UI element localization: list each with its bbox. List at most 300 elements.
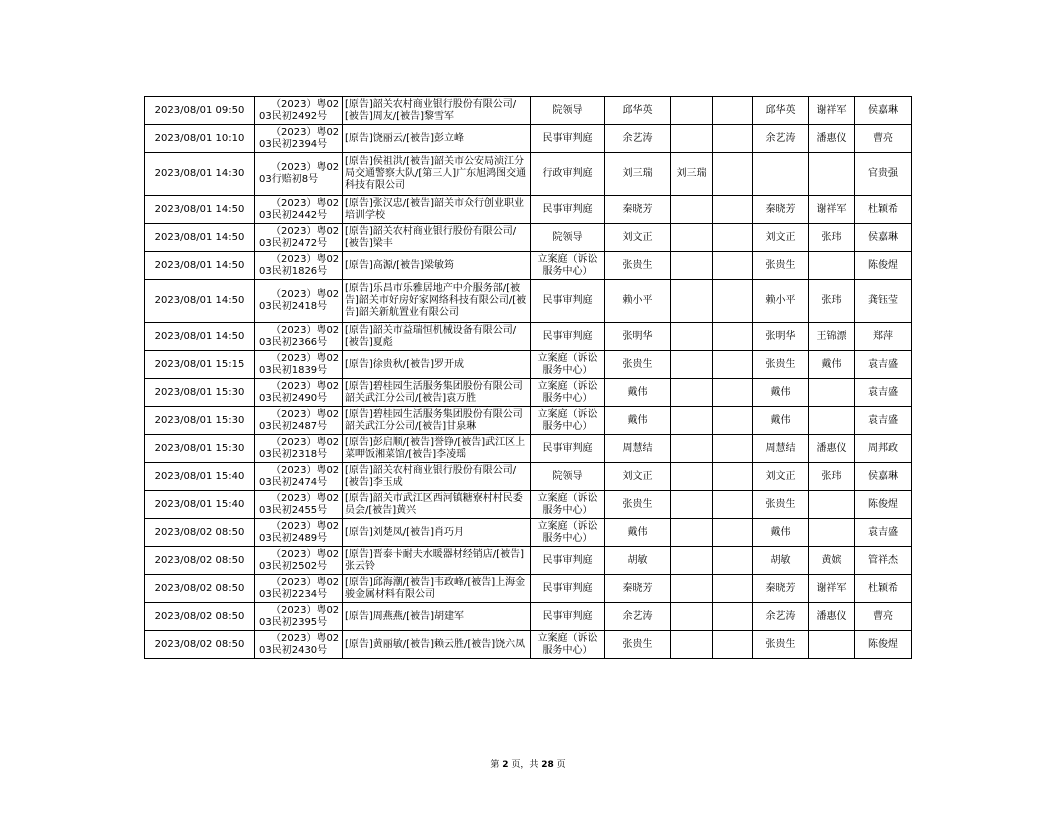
undertaking-judge-cell xyxy=(753,603,809,631)
division-text: 立案庭（诉讼服务中心） xyxy=(537,632,598,656)
clerk-cell xyxy=(855,491,912,519)
clerk-cell xyxy=(855,463,912,491)
undertaking-judge-text: 戴伟 xyxy=(770,386,791,398)
hearing-datetime-text: 2023/08/01 15:15 xyxy=(154,358,245,370)
judge-3-cell xyxy=(713,407,753,435)
clerk-cell xyxy=(855,519,912,547)
presiding-judge-cell xyxy=(605,252,671,280)
hearing-datetime-cell xyxy=(145,547,255,575)
parties-cell xyxy=(343,323,531,351)
parties-cell xyxy=(343,491,531,519)
case-number-cell xyxy=(255,280,343,323)
parties-cell xyxy=(343,97,531,125)
division-cell xyxy=(531,97,605,125)
parties-cell xyxy=(343,547,531,575)
case-number-text: （2023）粤0203民初2318号 xyxy=(259,436,340,460)
table-row xyxy=(145,435,912,463)
hearing-datetime-cell xyxy=(145,631,255,659)
division-cell xyxy=(531,407,605,435)
case-number-text: （2023）粤0203民初2418号 xyxy=(259,289,340,312)
parties-text: [原告]黄丽敏/[被告]赖云胜/[被告]饶六凤 xyxy=(345,638,526,650)
presiding-judge-text: 刘文正 xyxy=(622,231,653,243)
parties-cell xyxy=(343,463,531,491)
judge-2-cell xyxy=(671,491,713,519)
division-text: 立案庭（诉讼服务中心） xyxy=(537,352,598,376)
clerk-text: 袁吉盛 xyxy=(868,526,898,538)
hearing-datetime-text: 2023/08/02 08:50 xyxy=(154,526,245,538)
hearing-datetime-cell xyxy=(145,280,255,323)
juror-cell xyxy=(809,631,855,659)
hearing-datetime-cell xyxy=(145,575,255,603)
judge-3-cell xyxy=(713,153,753,196)
division-cell xyxy=(531,125,605,153)
undertaking-judge-cell xyxy=(753,519,809,547)
case-number-text: （2023）粤0203民初2489号 xyxy=(259,520,340,544)
juror-cell xyxy=(809,252,855,280)
undertaking-judge-cell xyxy=(753,491,809,519)
parties-cell xyxy=(343,196,531,224)
judge-3-cell xyxy=(713,97,753,125)
hearing-datetime-text: 2023/08/01 14:30 xyxy=(154,168,245,179)
presiding-judge-text: 周慧结 xyxy=(622,442,653,454)
parties-text: [原告]周燕燕/[被告]胡建军 xyxy=(345,610,464,622)
undertaking-judge-cell xyxy=(753,379,809,407)
undertaking-judge-text: 邱华英 xyxy=(765,104,796,116)
hearing-datetime-cell xyxy=(145,153,255,196)
undertaking-judge-cell xyxy=(753,407,809,435)
case-number-cell xyxy=(255,323,343,351)
juror-cell xyxy=(809,575,855,603)
hearing-datetime-cell xyxy=(145,491,255,519)
undertaking-judge-cell xyxy=(753,351,809,379)
clerk-text: 侯嘉琳 xyxy=(868,231,898,243)
parties-text: [原告]高源/[被告]梁敏筠 xyxy=(345,259,454,271)
footer-prefix: 第 xyxy=(490,760,500,770)
parties-cell xyxy=(343,280,531,323)
juror-text: 王锦漂 xyxy=(816,330,847,342)
division-cell xyxy=(531,435,605,463)
clerk-text: 袁吉盛 xyxy=(868,414,898,426)
table-row xyxy=(145,463,912,491)
parties-text: [原告]韶关农村商业银行股份有限公司/[被告]梁丰 xyxy=(345,225,517,249)
clerk-text: 陈俊煋 xyxy=(868,259,898,271)
division-cell xyxy=(531,351,605,379)
undertaking-judge-text: 刘文正 xyxy=(765,231,796,243)
presiding-judge-cell xyxy=(605,196,671,224)
juror-text: 黄嫔 xyxy=(821,554,842,566)
case-number-text: （2023）粤0203民初2492号 xyxy=(259,98,340,122)
hearing-datetime-text: 2023/08/02 08:50 xyxy=(154,582,245,594)
undertaking-judge-cell xyxy=(753,280,809,323)
judge-3-cell xyxy=(713,575,753,603)
case-number-text: （2023）粤0203民初2394号 xyxy=(259,126,340,150)
case-number-text: （2023）粤0203民初2455号 xyxy=(259,492,340,516)
undertaking-judge-cell xyxy=(753,224,809,252)
hearing-datetime-cell xyxy=(145,224,255,252)
division-text: 立案庭（诉讼服务中心） xyxy=(537,408,598,432)
hearing-datetime-text: 2023/08/01 10:10 xyxy=(154,132,245,144)
division-cell xyxy=(531,463,605,491)
undertaking-judge-text: 周慧结 xyxy=(765,442,796,454)
hearing-datetime-text: 2023/08/01 15:40 xyxy=(154,498,245,510)
division-cell xyxy=(531,153,605,196)
undertaking-judge-cell xyxy=(753,575,809,603)
judge-2-cell xyxy=(671,252,713,280)
table-row xyxy=(145,153,912,196)
parties-cell xyxy=(343,351,531,379)
clerk-cell xyxy=(855,631,912,659)
division-text: 院领导 xyxy=(552,231,583,243)
undertaking-judge-text: 张贵生 xyxy=(765,259,796,271)
case-number-cell xyxy=(255,351,343,379)
juror-text: 谢祥军 xyxy=(816,104,847,116)
case-number-cell xyxy=(255,125,343,153)
parties-text: [原告]碧桂园生活服务集团股份有限公司韶关武江分公司/[被告]袁万胜 xyxy=(345,380,523,404)
presiding-judge-cell xyxy=(605,435,671,463)
clerk-cell xyxy=(855,125,912,153)
juror-cell xyxy=(809,463,855,491)
judge-3-cell xyxy=(713,125,753,153)
case-number-cell xyxy=(255,97,343,125)
parties-text: [原告]刘楚凤/[被告]肖巧月 xyxy=(345,526,464,538)
presiding-judge-text: 张贵生 xyxy=(622,638,653,650)
juror-cell xyxy=(809,491,855,519)
division-cell xyxy=(531,280,605,323)
presiding-judge-cell xyxy=(605,351,671,379)
undertaking-judge-text: 刘文正 xyxy=(765,470,796,482)
division-text: 民事审判庭 xyxy=(542,442,593,454)
judge-2-cell xyxy=(671,125,713,153)
judge-3-cell xyxy=(713,280,753,323)
juror-cell xyxy=(809,280,855,323)
juror-cell xyxy=(809,407,855,435)
division-text: 民事审判庭 xyxy=(542,132,593,144)
footer-mid: 页，共 xyxy=(511,760,539,770)
case-number-cell xyxy=(255,519,343,547)
hearing-schedule-table xyxy=(144,96,912,659)
parties-cell xyxy=(343,631,531,659)
clerk-text: 曹亮 xyxy=(873,610,893,622)
hearing-datetime-text: 2023/08/01 14:50 xyxy=(154,330,245,342)
parties-text: [原告]侯祖洪/[被告]韶关市公安局浈江分局交通警察大队/[第三人]广东旭鸿图交通科技有限公司 xyxy=(345,156,527,191)
case-number-text: （2023）粤0203民初2234号 xyxy=(259,576,340,600)
judge-2-cell xyxy=(671,379,713,407)
hearing-datetime-text: 2023/08/02 08:50 xyxy=(154,638,245,650)
judge-2-cell xyxy=(671,603,713,631)
presiding-judge-cell xyxy=(605,603,671,631)
parties-text: [原告]晋泰卡耐夫水暖器材经销店/[被告]张云铃 xyxy=(345,548,524,572)
case-number-cell xyxy=(255,463,343,491)
table-row xyxy=(145,280,912,323)
juror-text: 谢祥军 xyxy=(816,582,847,594)
juror-text: 谢祥军 xyxy=(816,203,847,215)
division-text: 民事审判庭 xyxy=(542,554,593,566)
presiding-judge-text: 戴伟 xyxy=(627,526,648,538)
presiding-judge-cell xyxy=(605,575,671,603)
juror-cell xyxy=(809,351,855,379)
clerk-text: 曹亮 xyxy=(873,132,893,144)
hearing-datetime-text: 2023/08/01 15:30 xyxy=(154,414,245,426)
undertaking-judge-text: 张明华 xyxy=(765,330,796,342)
judge-2-cell xyxy=(671,153,713,196)
case-number-text: （2023）粤0203民初1826号 xyxy=(259,253,340,277)
clerk-text: 杜颖希 xyxy=(868,203,898,215)
undertaking-judge-text: 张贵生 xyxy=(765,358,796,370)
case-number-cell xyxy=(255,547,343,575)
judge-2-cell xyxy=(671,224,713,252)
undertaking-judge-text: 余艺涛 xyxy=(765,132,796,144)
case-number-cell xyxy=(255,196,343,224)
undertaking-judge-cell xyxy=(753,631,809,659)
current-page-number: 2 xyxy=(502,760,509,770)
clerk-text: 杜颖希 xyxy=(868,582,898,594)
clerk-cell xyxy=(855,323,912,351)
parties-cell xyxy=(343,379,531,407)
table-row xyxy=(145,351,912,379)
judge-3-cell xyxy=(713,631,753,659)
undertaking-judge-cell xyxy=(753,125,809,153)
clerk-cell xyxy=(855,97,912,125)
case-number-text: （2023）粤0203民初2395号 xyxy=(259,604,340,628)
table-row xyxy=(145,224,912,252)
table-row xyxy=(145,125,912,153)
presiding-judge-text: 秦晓芳 xyxy=(622,203,653,215)
clerk-text: 侯嘉琳 xyxy=(868,104,898,116)
hearing-datetime-text: 2023/08/02 08:50 xyxy=(154,610,245,622)
presiding-judge-cell xyxy=(605,379,671,407)
parties-text: [原告]韶关农村商业银行股份有限公司/[被告]李玉成 xyxy=(345,464,517,488)
clerk-text: 陈俊煋 xyxy=(868,638,898,650)
presiding-judge-text: 张明华 xyxy=(622,330,653,342)
judge-2-cell xyxy=(671,463,713,491)
division-text: 行政审判庭 xyxy=(542,168,593,179)
judge-2-cell xyxy=(671,196,713,224)
undertaking-judge-text: 张贵生 xyxy=(765,638,796,650)
case-number-text: （2023）粤0203民初2502号 xyxy=(259,548,340,572)
clerk-text: 袁吉盛 xyxy=(868,358,898,370)
hearing-datetime-cell xyxy=(145,603,255,631)
division-cell xyxy=(531,379,605,407)
judge-2-cell xyxy=(671,631,713,659)
clerk-cell xyxy=(855,351,912,379)
undertaking-judge-text: 秦晓芳 xyxy=(765,582,796,594)
case-number-cell xyxy=(255,224,343,252)
presiding-judge-cell xyxy=(605,491,671,519)
case-number-text: （2023）粤0203民初2430号 xyxy=(259,632,340,656)
undertaking-judge-cell xyxy=(753,547,809,575)
presiding-judge-cell xyxy=(605,323,671,351)
case-number-cell xyxy=(255,575,343,603)
page-footer xyxy=(0,757,1056,770)
parties-cell xyxy=(343,407,531,435)
presiding-judge-text: 胡敏 xyxy=(627,554,648,566)
clerk-text: 陈俊煋 xyxy=(868,498,898,510)
table-row xyxy=(145,407,912,435)
undertaking-judge-cell xyxy=(753,97,809,125)
judge-2-cell xyxy=(671,97,713,125)
presiding-judge-cell xyxy=(605,224,671,252)
undertaking-judge-text: 戴伟 xyxy=(770,526,791,538)
case-number-cell xyxy=(255,153,343,196)
juror-text: 潘惠仪 xyxy=(816,442,847,454)
undertaking-judge-cell xyxy=(753,153,809,196)
hearing-datetime-cell xyxy=(145,252,255,280)
presiding-judge-text: 刘文正 xyxy=(622,470,653,482)
case-number-cell xyxy=(255,379,343,407)
table-row xyxy=(145,519,912,547)
case-number-cell xyxy=(255,603,343,631)
case-number-cell xyxy=(255,252,343,280)
division-text: 立案庭（诉讼服务中心） xyxy=(537,380,598,404)
clerk-cell xyxy=(855,196,912,224)
judge-2-cell xyxy=(671,435,713,463)
division-cell xyxy=(531,519,605,547)
parties-text: [原告]碧桂园生活服务集团股份有限公司韶关武江分公司/[被告]甘泉琳 xyxy=(345,408,523,432)
hearing-datetime-text: 2023/08/02 08:50 xyxy=(154,554,245,566)
clerk-cell xyxy=(855,547,912,575)
juror-text: 张玮 xyxy=(821,470,842,482)
table-row xyxy=(145,575,912,603)
hearing-datetime-cell xyxy=(145,97,255,125)
case-number-text: （2023）粤0203民初2442号 xyxy=(259,197,340,221)
parties-text: [原告]韶关市益瑞恒机械设备有限公司/[被告]夏彪 xyxy=(345,324,517,348)
juror-cell xyxy=(809,435,855,463)
parties-text: [原告]乐昌市乐雅居地产中介服务部/[被告]韶关市好房好家网络科技有限公司/[被告]韶关新航置业有限公司 xyxy=(345,283,527,318)
division-text: 民事审判庭 xyxy=(542,610,593,622)
presiding-judge-text: 戴伟 xyxy=(627,386,648,398)
judge-2-cell xyxy=(671,547,713,575)
judge-3-cell xyxy=(713,519,753,547)
judge-2-cell xyxy=(671,351,713,379)
judge-3-cell xyxy=(713,491,753,519)
hearing-datetime-text: 2023/08/01 15:40 xyxy=(154,470,245,482)
presiding-judge-text: 刘三瑞 xyxy=(622,168,653,179)
clerk-cell xyxy=(855,603,912,631)
parties-text: [原告]饶丽云/[被告]彭立峰 xyxy=(345,132,464,144)
hearing-datetime-cell xyxy=(145,125,255,153)
division-cell xyxy=(531,323,605,351)
division-text: 民事审判庭 xyxy=(542,295,593,306)
juror-text: 张玮 xyxy=(821,231,842,243)
presiding-judge-cell xyxy=(605,547,671,575)
division-text: 立案庭（诉讼服务中心） xyxy=(537,253,598,277)
division-cell xyxy=(531,575,605,603)
table-row xyxy=(145,547,912,575)
clerk-text: 侯嘉琳 xyxy=(868,470,898,482)
case-number-cell xyxy=(255,435,343,463)
presiding-judge-text: 张贵生 xyxy=(622,358,653,370)
clerk-cell xyxy=(855,379,912,407)
case-number-text: （2023）粤0203民初1839号 xyxy=(259,352,340,376)
division-cell xyxy=(531,491,605,519)
hearing-datetime-cell xyxy=(145,407,255,435)
parties-cell xyxy=(343,125,531,153)
table-row xyxy=(145,97,912,125)
judge-3-cell xyxy=(713,252,753,280)
hearing-datetime-cell xyxy=(145,323,255,351)
clerk-cell xyxy=(855,224,912,252)
table-row xyxy=(145,491,912,519)
hearing-datetime-cell xyxy=(145,463,255,491)
judge-3-cell xyxy=(713,196,753,224)
judge-3-cell xyxy=(713,547,753,575)
presiding-judge-cell xyxy=(605,280,671,323)
case-number-text: （2023）粤0203民初2474号 xyxy=(259,464,340,488)
table-row xyxy=(145,379,912,407)
judge-2-cell xyxy=(671,575,713,603)
division-cell xyxy=(531,252,605,280)
juror-cell xyxy=(809,153,855,196)
presiding-judge-text: 秦晓芳 xyxy=(622,582,653,594)
hearing-datetime-text: 2023/08/01 09:50 xyxy=(154,104,245,116)
judge-3-cell xyxy=(713,603,753,631)
juror-cell xyxy=(809,379,855,407)
table-row xyxy=(145,252,912,280)
juror-cell xyxy=(809,224,855,252)
clerk-text: 龚钰莹 xyxy=(868,295,898,306)
presiding-judge-cell xyxy=(605,631,671,659)
undertaking-judge-text: 秦晓芳 xyxy=(765,203,796,215)
judge-3-cell xyxy=(713,435,753,463)
presiding-judge-cell xyxy=(605,125,671,153)
hearing-datetime-cell xyxy=(145,196,255,224)
division-text: 立案庭（诉讼服务中心） xyxy=(537,492,598,516)
juror-cell xyxy=(809,603,855,631)
case-number-text: （2023）粤0203民初2490号 xyxy=(259,380,340,404)
hearing-datetime-cell xyxy=(145,351,255,379)
parties-cell xyxy=(343,252,531,280)
table-row xyxy=(145,323,912,351)
table-row xyxy=(145,603,912,631)
hearing-datetime-text: 2023/08/01 15:30 xyxy=(154,442,245,454)
hearing-datetime-text: 2023/08/01 14:50 xyxy=(154,203,245,215)
parties-cell xyxy=(343,603,531,631)
clerk-text: 官贵强 xyxy=(868,168,898,179)
presiding-judge-cell xyxy=(605,97,671,125)
judge-3-cell xyxy=(713,224,753,252)
parties-cell xyxy=(343,575,531,603)
judge-2-cell xyxy=(671,280,713,323)
presiding-judge-text: 张贵生 xyxy=(622,259,653,271)
case-number-text: （2023）粤0203行赔初8号 xyxy=(259,162,340,185)
case-number-text: （2023）粤0203民初2472号 xyxy=(259,225,340,249)
hearing-datetime-text: 2023/08/01 14:50 xyxy=(154,231,245,243)
presiding-judge-cell xyxy=(605,153,671,196)
juror-cell xyxy=(809,97,855,125)
case-number-text: （2023）粤0203民初2487号 xyxy=(259,408,340,432)
parties-text: [原告]彭启顺/[被告]誉铮/[被告]武江区上菜呷饭湘菜馆/[被告]李凌瑶 xyxy=(345,436,526,460)
table-row xyxy=(145,196,912,224)
presiding-judge-cell xyxy=(605,463,671,491)
presiding-judge-cell xyxy=(605,519,671,547)
parties-text: [原告]徐贵秋/[被告]罗开成 xyxy=(345,358,464,370)
division-text: 立案庭（诉讼服务中心） xyxy=(537,520,598,544)
juror-cell xyxy=(809,519,855,547)
parties-cell xyxy=(343,224,531,252)
division-cell xyxy=(531,631,605,659)
parties-text: [原告]韶关市武江区西河镇糖寮村村民委员会/[被告]黄兴 xyxy=(345,492,523,516)
hearing-datetime-cell xyxy=(145,435,255,463)
footer-suffix: 页 xyxy=(556,760,566,770)
judge-3-cell xyxy=(713,323,753,351)
juror-text: 戴伟 xyxy=(821,358,842,370)
clerk-cell xyxy=(855,407,912,435)
hearing-datetime-cell xyxy=(145,379,255,407)
undertaking-judge-cell xyxy=(753,196,809,224)
hearing-datetime-text: 2023/08/01 14:50 xyxy=(154,295,245,306)
division-text: 民事审判庭 xyxy=(542,330,593,342)
case-number-cell xyxy=(255,491,343,519)
